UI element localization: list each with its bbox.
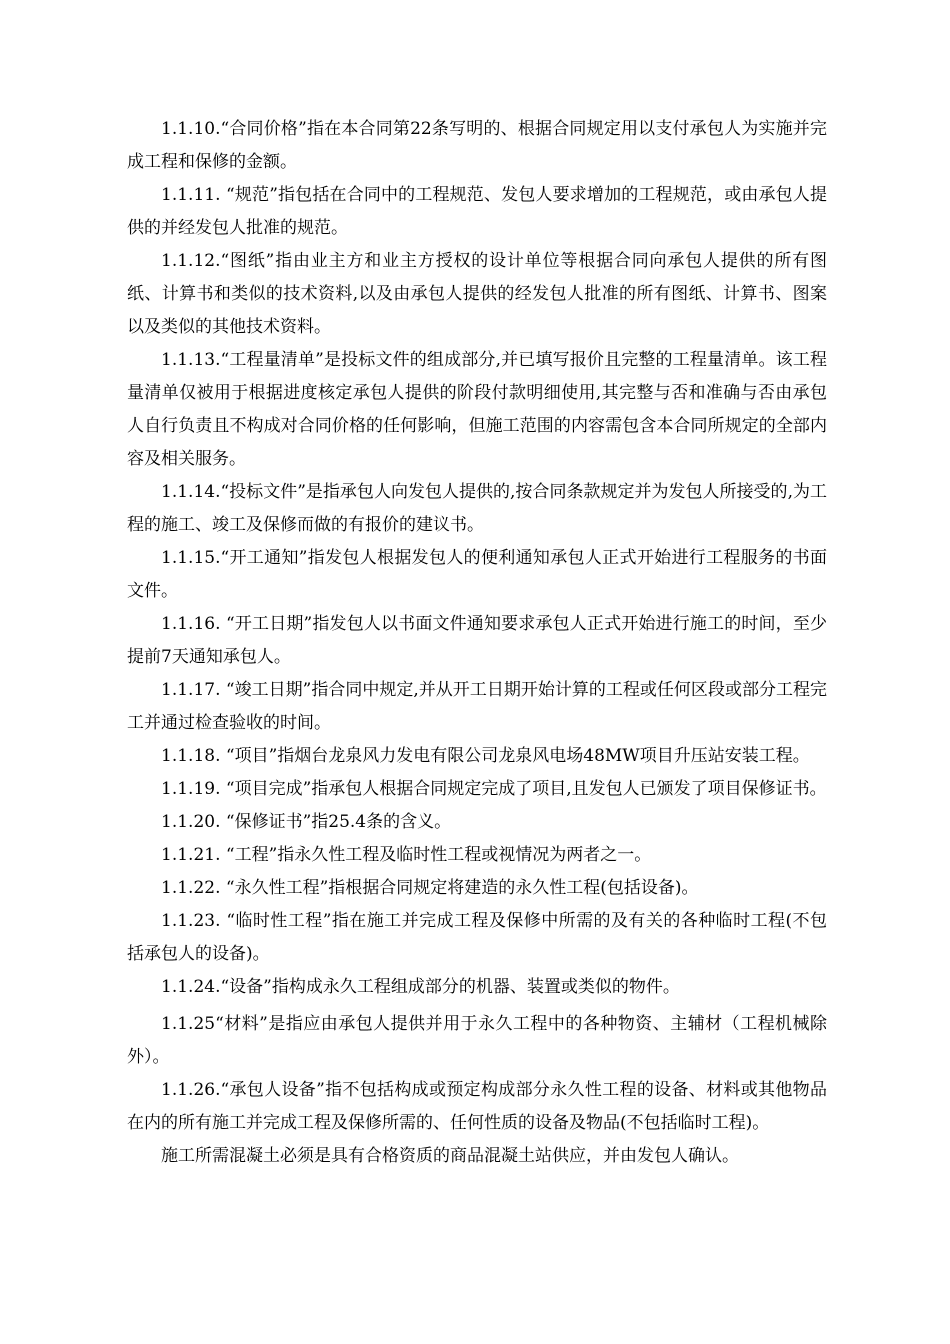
- clause-1-1-10: 1.1.10.“合同价格”指在本合同第22条写明的、根据合同规定用以支付承包人为实施并完成工程和保修的金额。: [127, 119, 827, 172]
- clause-1-1-24: 1.1.24.“设备”指构成永久工程组成部分的机器、装置或类似的物件。: [161, 977, 680, 997]
- clause-1-1-20: 1.1.20. “保修证书”指25.4条的含义。: [161, 812, 452, 832]
- clause-1-1-22: 1.1.22. “永久性工程”指根据合同规定将建造的永久性工程(包括设备)。: [161, 878, 699, 898]
- clause-1-1-13: 1.1.13.“工程量清单”是投标文件的组成部分,并已填写报价且完整的工程量清单。该工程量清单仅被用于根据进度核定承包人提供的阶段付款明细使用,其完整与否和准确与否由承包人自行负责且不构成对合同价格的任何影响，但施工范围的内容需包含本合同所规定的全部内容及相关服务。: [127, 350, 827, 469]
- clause-1-1-14: 1.1.14.“投标文件”是指承包人向发包人提供的,按合同条款规定并为发包人所接受的,为工程的施工、竣工及保修而做的有报价的建议书。: [127, 482, 827, 535]
- clause-1-1-23: 1.1.23. “临时性工程”指在施工并完成工程及保修中所需的及有关的各种临时工程(不包括承包人的设备)。: [127, 911, 827, 964]
- clause-1-1-12: 1.1.12.“图纸”指由业主方和业主方授权的设计单位等根据合同向承包人提供的所有图纸、计算书和类似的技术资料,以及由承包人提供的经发包人批准的所有图纸、计算书、图案以及类似的其他技术资料。: [127, 251, 827, 337]
- clause-1-1-15: 1.1.15.“开工通知”指发包人根据发包人的便利通知承包人正式开始进行工程服务的书面文件。: [127, 548, 827, 601]
- clause-1-1-16: 1.1.16. “开工日期”指发包人以书面文件通知要求承包人正式开始进行施工的时间，至少提前7天通知承包人。: [127, 614, 827, 667]
- clause-1-1-11: 1.1.11. “规范”指包括在合同中的工程规范、发包人要求增加的工程规范，或由承包人提供的并经发包人批准的规范。: [127, 185, 827, 238]
- clause-1-1-19: 1.1.19. “项目完成”指承包人根据合同规定完成了项目,且发包人已颁发了项目保修证书。: [161, 779, 827, 799]
- clause-1-1-18: 1.1.18. “项目”指烟台龙泉风力发电有限公司龙泉风电场48MW项目升压站安装工程。: [161, 746, 810, 766]
- clause-1-1-21: 1.1.21. “工程”指永久性工程及临时性工程或视情况为两者之一。: [161, 845, 652, 865]
- clause-1-1-17: 1.1.17. “竣工日期”指合同中规定,并从开工日期开始计算的工程或任何区段或部分工程完工并通过检查验收的时间。: [127, 680, 827, 733]
- concrete-supply-note: 施工所需混凝土必须是具有合格资质的商品混凝土站供应，并由发包人确认。: [161, 1146, 739, 1166]
- clause-1-1-25: 1.1.25“材料”是指应由承包人提供并用于永久工程中的各种物资、主辅材（工程机械除外）。: [127, 1014, 827, 1067]
- clause-1-1-26: 1.1.26.“承包人设备”指不包括构成或预定构成部分永久性工程的设备、材料或其他物品在内的所有施工并完成工程及保修所需的、任何性质的设备及物品(不包括临时工程)。: [127, 1080, 827, 1133]
- document-body: [127, 113, 827, 1173]
